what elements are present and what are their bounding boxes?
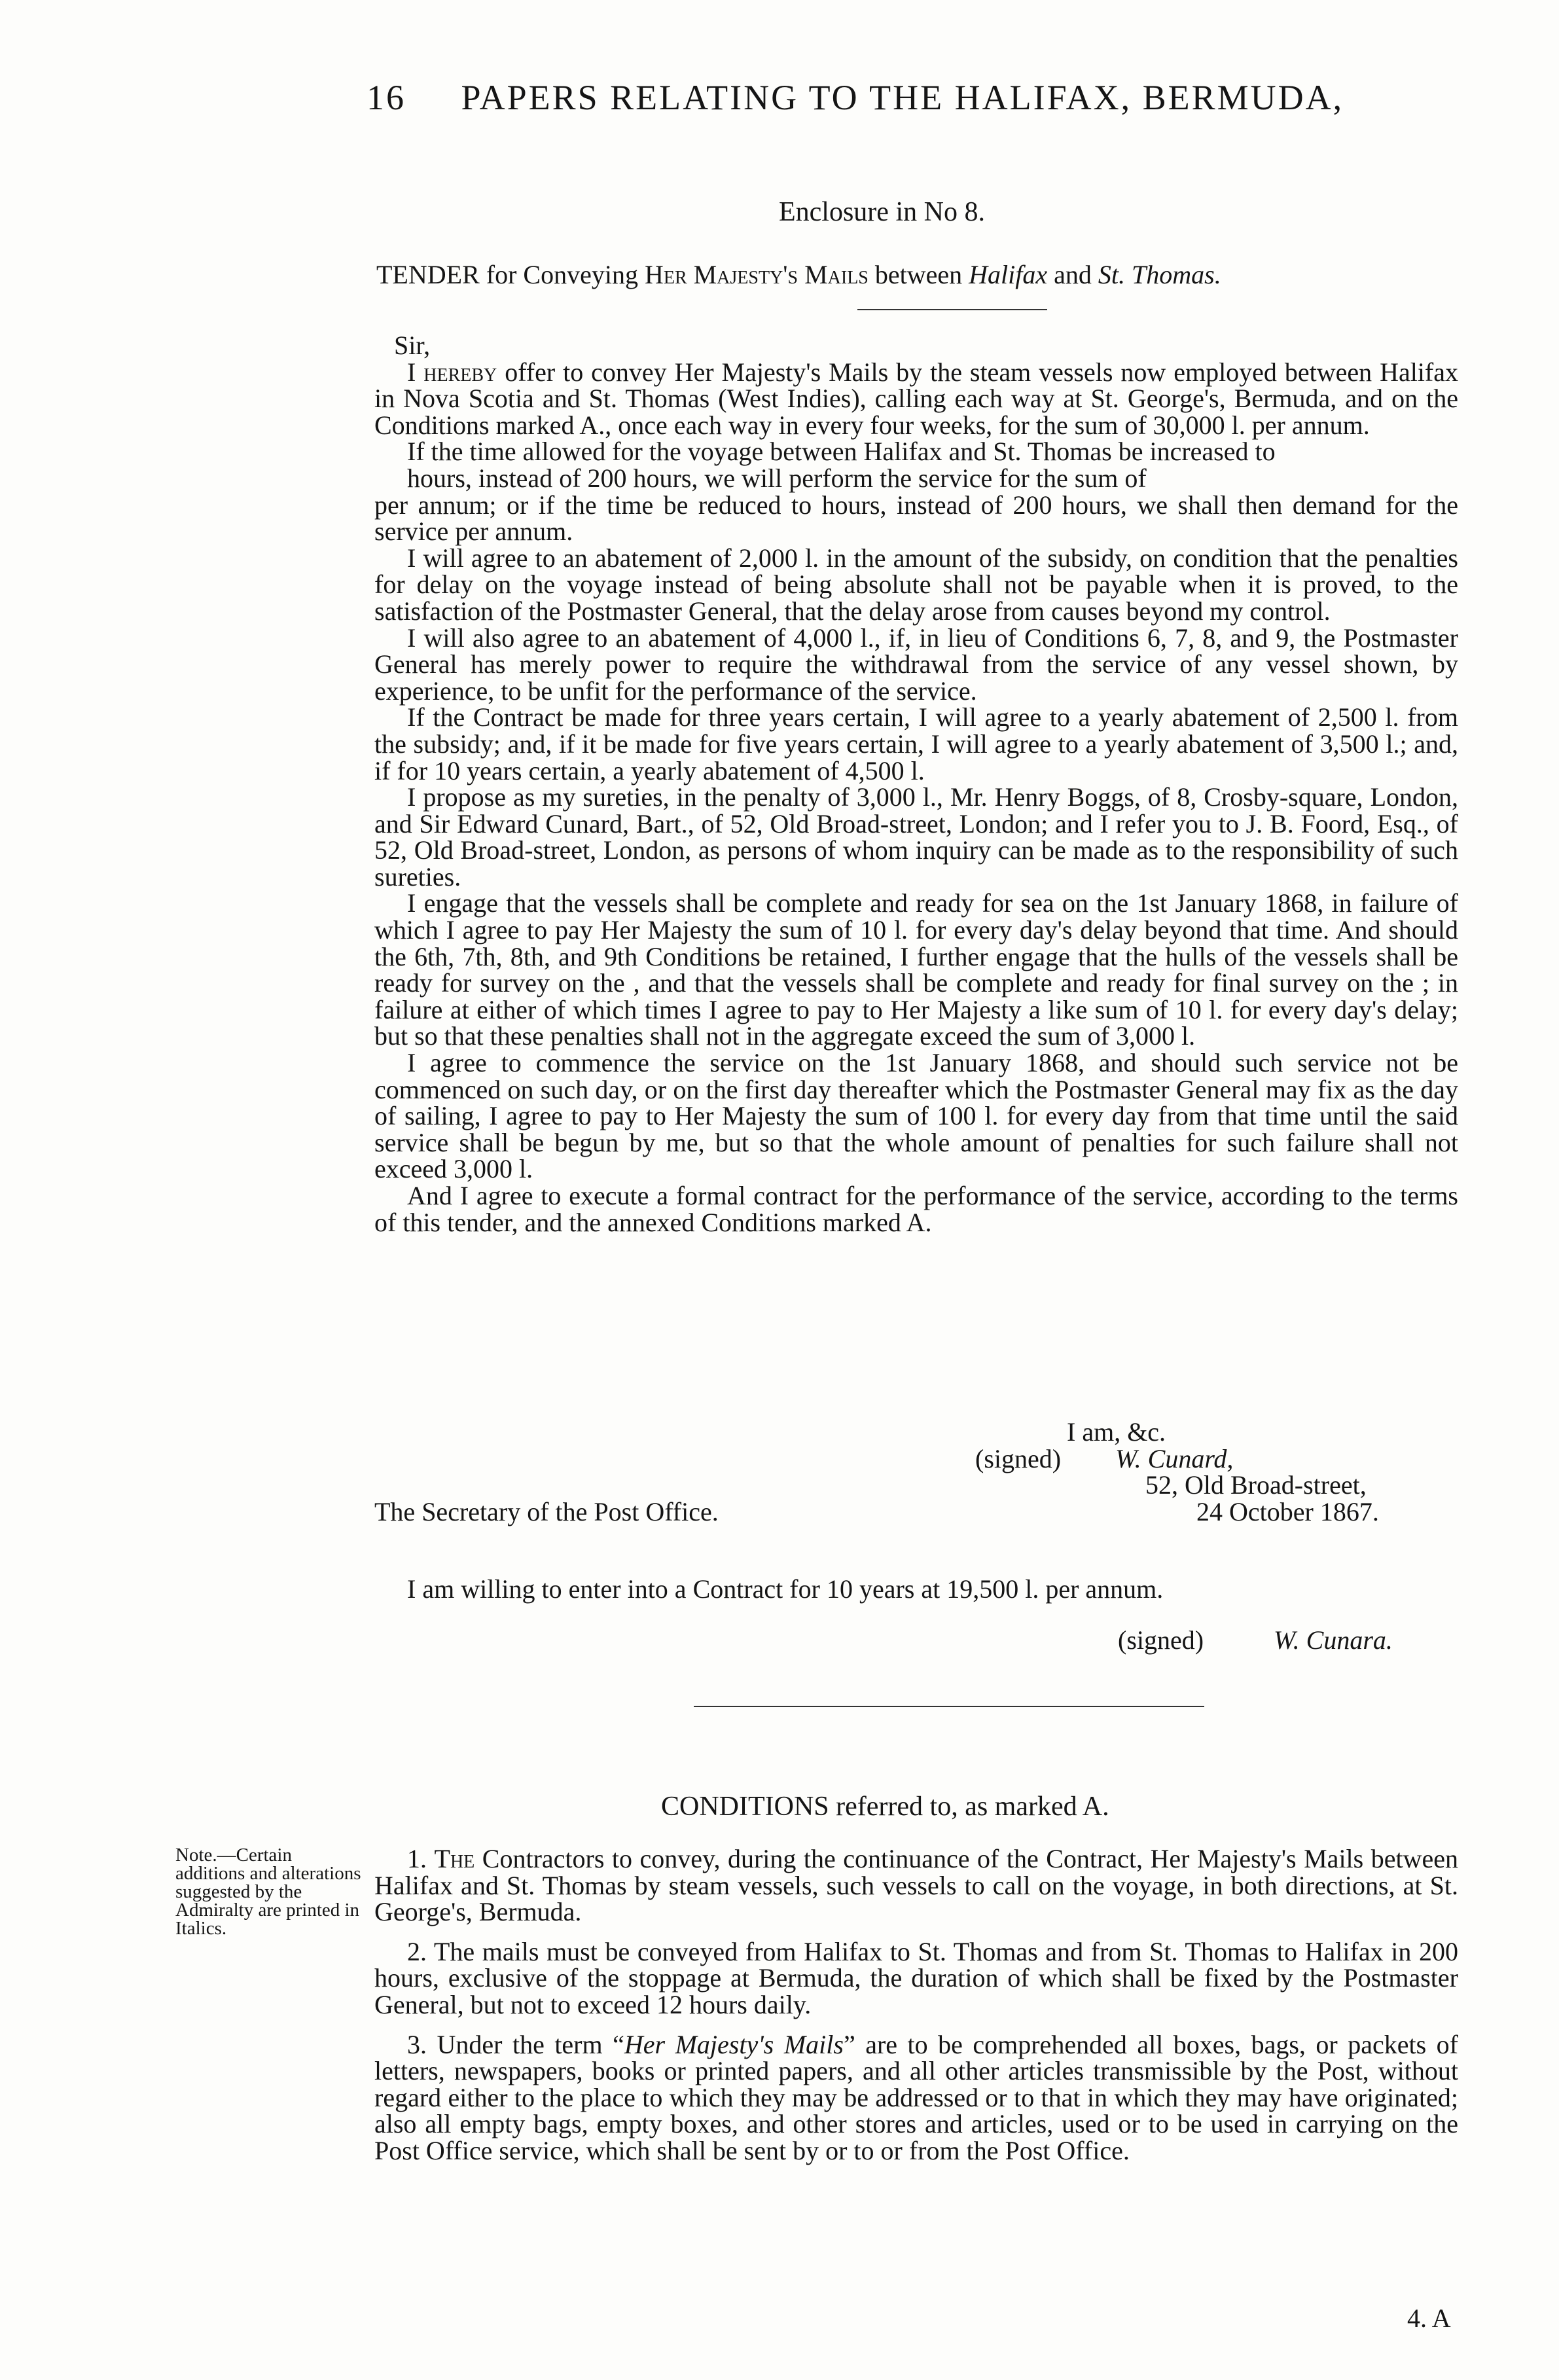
- condition-item: [374, 1846, 1458, 1926]
- signed-label: (signed): [975, 1443, 1062, 1473]
- condition-item: [374, 2029, 1458, 2165]
- tender-title-st-thomas: St. Thomas.: [1098, 260, 1221, 289]
- postscript-signed-label: (signed): [1118, 1625, 1204, 1655]
- letter-paragraph: If the time allowed for the voyage between Halifax and St. Thomas be increased to: [407, 437, 1276, 467]
- running-header: [367, 77, 1466, 118]
- condition-lead: The: [434, 1844, 475, 1873]
- paragraph-text: offer to convey Her Majesty's Mails by the steam vessels now employed between Halifax in Nova Scotia and St. Thomas (West Indies), calling each way at St. George's, Bermuda, and on the Conditions marked A., once each way in every four weeks, for the sum of 30,000 l. per annum.: [374, 357, 1459, 440]
- paragraph-lead: I hereby: [407, 357, 497, 387]
- letter-paragraph: I engage that the vessels shall be complete and ready for sea on the 1st January 1868, in failure of which I agree to pay Her Majesty the sum of 10 l. for every day's delay beyond that time. And should the 6th, 7th, 8th, and 9th Conditions be retained, I further engage that the hulls of the vessels shall be ready for survey on the , and that the vessels shall be complete and ready for final survey on the ; in failure at either of which times I agree to pay to Her Majesty a like sum of 10 l. for every day's delay; but so that these penalties shall not in the aggregate exceed the sum of 3,000 l.: [374, 888, 1458, 1051]
- condition-number: 1.: [407, 1844, 427, 1873]
- letter-paragraph: I agree to commence the service on the 1st January 1868, and should such service not be commenced on such day, or on the first day thereafter which the Postmaster General may fix as the day of sailing, I agree to pay to Her Majesty the sum of 100 l. for every day from that time until the said service shall be begun by me, but so that the whole amount of penalties for such failure shall not exceed 3,000 l.: [374, 1048, 1458, 1184]
- signer-name: W. Cunard,: [1115, 1443, 1234, 1473]
- postscript: [374, 1576, 1458, 1603]
- tender-title-majesty: Her Majesty's Mails: [644, 260, 869, 289]
- postscript-text: I am willing to enter into a Contract for 10 years at 19,500 l. per annum.: [407, 1574, 1164, 1604]
- letter-paragraph-continued: hours, instead of 200 hours, we will perform the service for the sum of: [407, 463, 1147, 493]
- condition-text: 3. Under the term “: [407, 2029, 624, 2059]
- tender-title-between: between: [874, 260, 963, 289]
- conditions-list: [374, 1846, 1458, 2178]
- running-title: PAPERS RELATING TO THE HALIFAX, BERMUDA,: [461, 78, 1344, 117]
- enclosure-heading: Enclosure in No 8.: [779, 197, 985, 227]
- addressee: The Secretary of the Post Office.: [374, 1496, 719, 1526]
- closing: I am, &c.: [1067, 1417, 1166, 1447]
- page-number: 16: [367, 78, 406, 117]
- condition-item: 2. The mails must be conveyed from Halifax to St. Thomas and from St. Thomas to Halifax in 200 hours, exclusive of the stoppage at Bermuda, the duration of which shall be fixed by the Postmaster General, but not to exceed 12 hours daily.: [374, 1936, 1458, 2019]
- tender-title-and: and: [1054, 260, 1092, 289]
- conditions-heading: CONDITIONS referred to, as marked A.: [661, 1792, 1109, 1822]
- margin-note: Note.—Certain additions and alterations suggested by the Admiralty are printed in Italics.: [175, 1845, 361, 1939]
- section-divider-rule: [694, 1706, 1204, 1707]
- condition-text: ” are to be comprehended all boxes, bags, or packets of letters, newspapers, books or printed papers, and all other articles transmissible by the Post, without regard either to the place to which they may be addressed or to that in which they may have originated; also all empty bags, empty boxes, and other stores and articles, used or to be used in carrying on the Post Office service, which shall be sent by or to or from the Post Office.: [374, 2029, 1458, 2165]
- letter-paragraph: And I agree to execute a formal contract for the performance of the service, according to the terms of this tender, and the annexed Conditions marked A.: [374, 1181, 1458, 1237]
- condition-term: Her Majesty's Mails: [624, 2029, 844, 2059]
- divider-rule: [857, 309, 1047, 310]
- tender-title: [376, 259, 1482, 290]
- condition-text: Contractors to convey, during the continuance of the Contract, Her Majesty's Mails between Halifax and St. Thomas by steam vessels, such vessels to call on the voyage, in both directions, at St. George's, Bermuda.: [374, 1844, 1459, 1927]
- tender-title-halifax: Halifax: [969, 260, 1048, 289]
- letter-paragraph-continued: per annum; or if the time be reduced to hours, instead of 200 hours, we shall then demand for the service per annum.: [374, 490, 1458, 547]
- catchword: 4. A: [1407, 2303, 1451, 2333]
- tender-title-prefix: TENDER for Conveying: [376, 260, 638, 289]
- postscript-signer: W. Cunara.: [1274, 1625, 1393, 1655]
- letter-paragraph: [374, 359, 1458, 439]
- letter-paragraph: I will also agree to an abatement of 4,000 l., if, in lieu of Conditions 6, 7, 8, and 9, the Postmaster General has merely power to require the withdrawal from the service of any vessel shown, by experience, to be unfit for the performance of the service.: [374, 622, 1458, 706]
- salutation: Sir,: [394, 331, 431, 360]
- signature-block: [374, 1419, 1458, 1525]
- letter-paragraph: I propose as my sureties, in the penalty of 3,000 l., Mr. Henry Boggs, of 8, Crosby-square, London, and Sir Edward Cunard, Bart., of 52, Old Broad-street, London; and I refer you to J. B. Foord, Esq., of 52, Old Broad-street, London, as persons of whom inquiry can be made as to the responsibility of such sureties.: [374, 782, 1458, 892]
- letter-date: 24 October 1867.: [1196, 1496, 1379, 1526]
- letter-paragraph: If the Contract be made for three years certain, I will agree to a yearly abatement of 2,500 l. from the subsidy; and, if it be made for five years certain, I will agree to a yearly abatement of 3,500 l.; and, if for 10 years certain, a yearly abatement of 4,500 l.: [374, 702, 1458, 785]
- signer-address: 52, Old Broad-street,: [1145, 1470, 1367, 1500]
- tender-letter: [374, 333, 1458, 1236]
- letter-paragraph: I will agree to an abatement of 2,000 l. in the amount of the subsidy, on condition that the penalties for delay on the voyage instead of being absolute shall not be payable when it is proved, to the satisfaction of the Postmaster General, that the delay arose from causes beyond my control.: [374, 543, 1458, 626]
